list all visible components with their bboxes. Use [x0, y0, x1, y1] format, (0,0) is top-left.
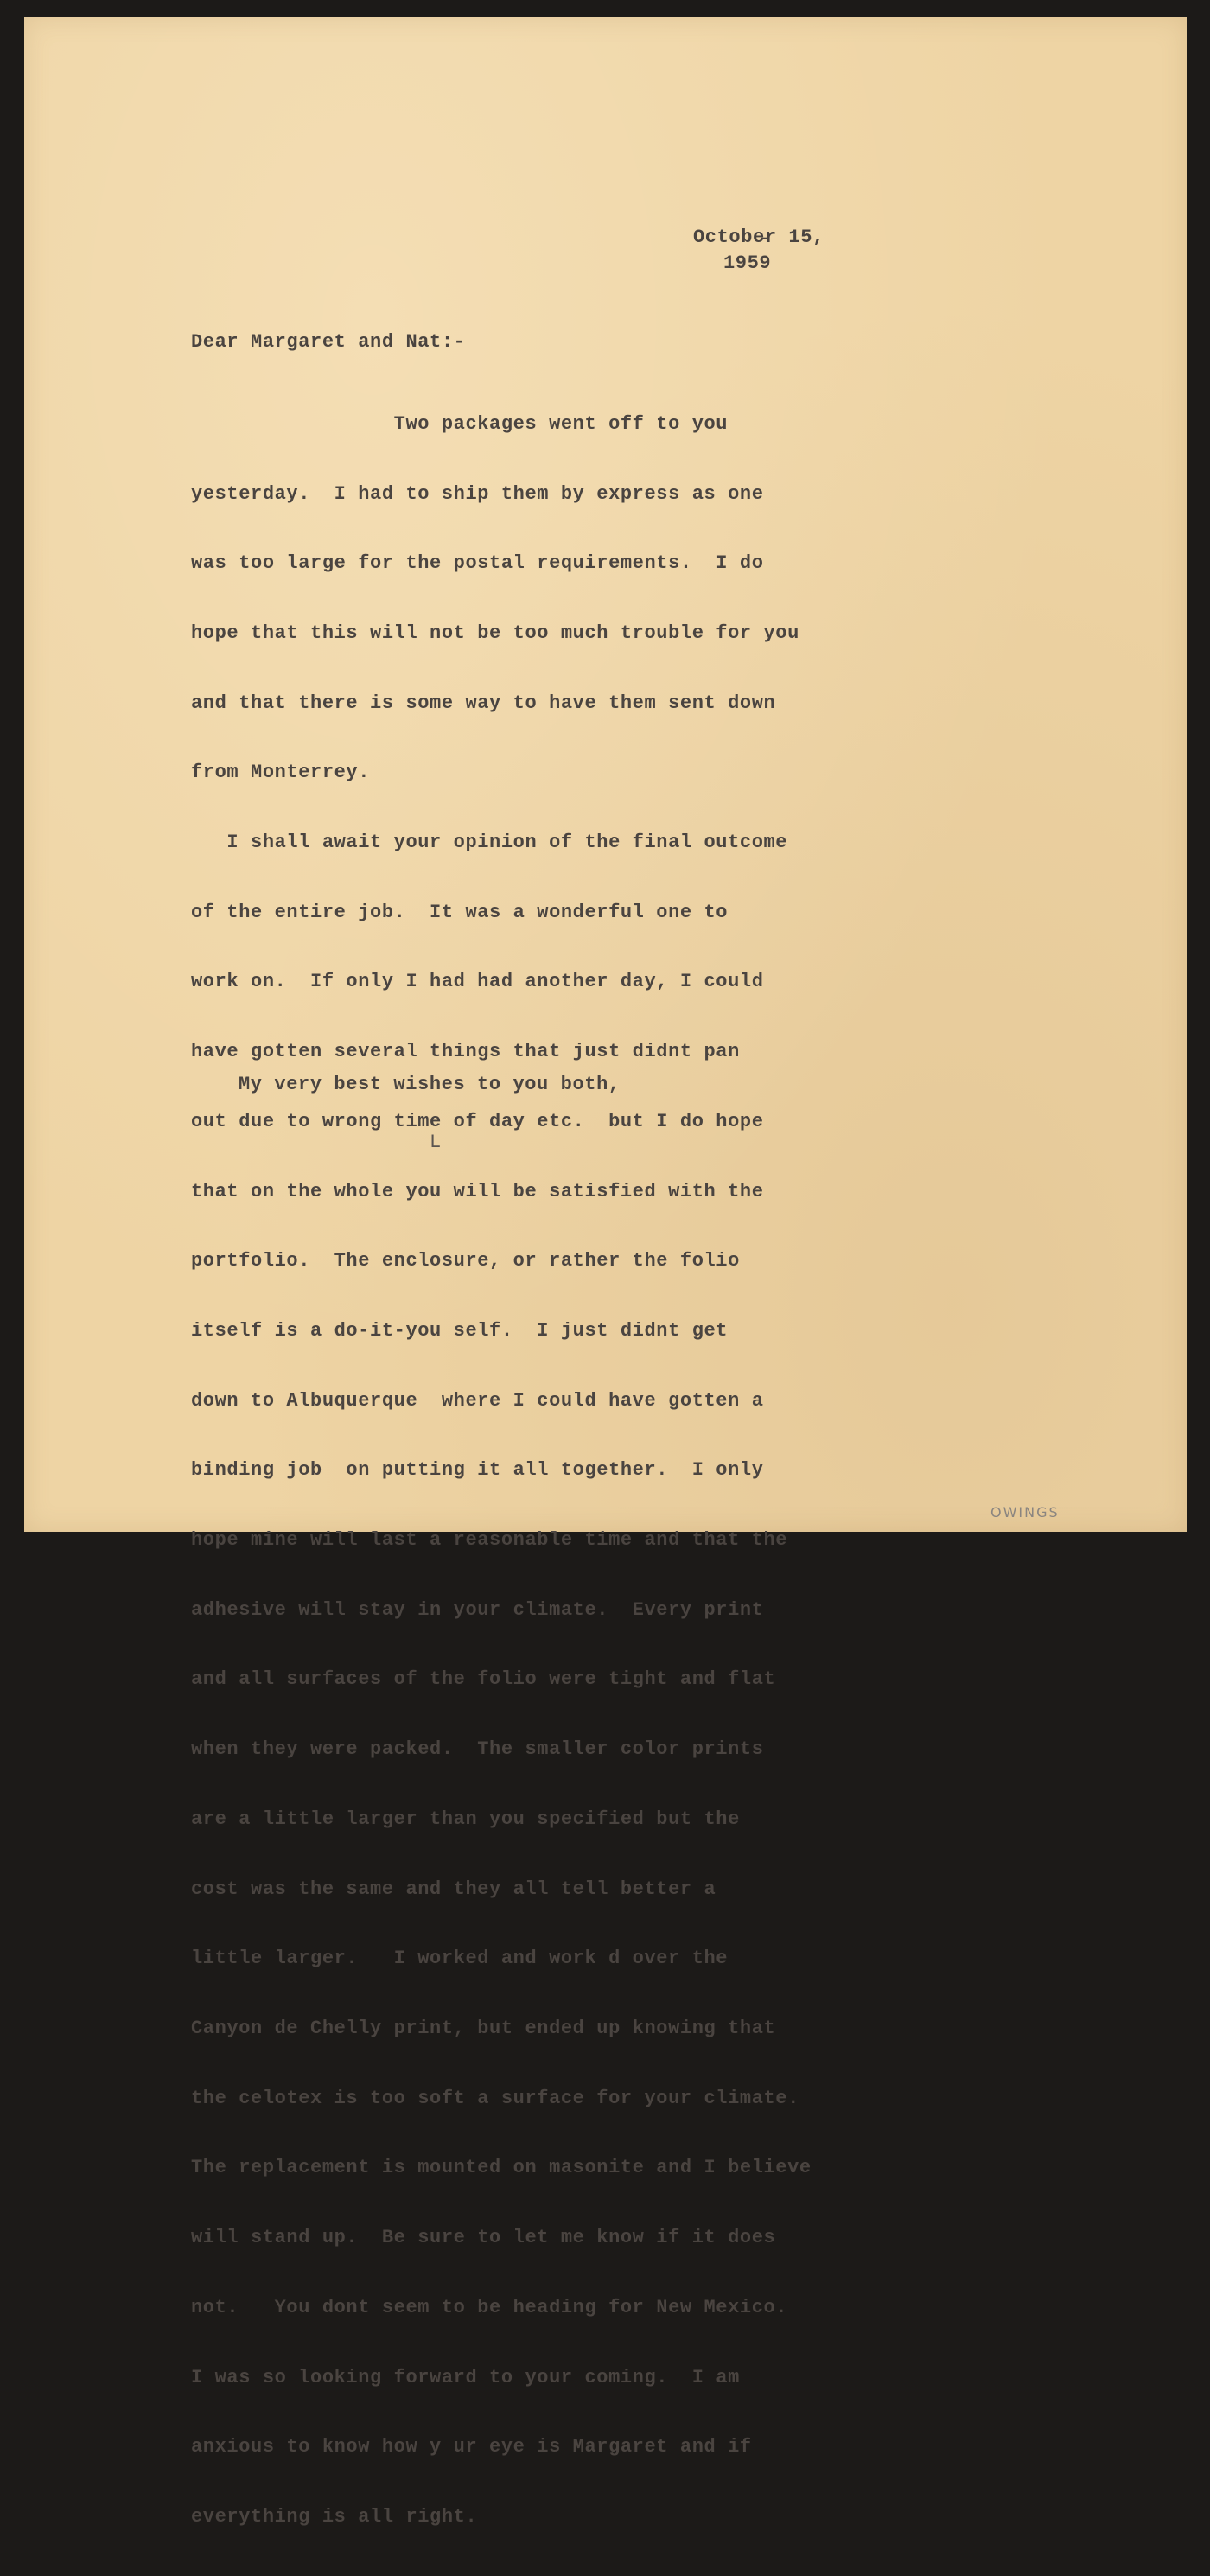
- signature-initial: L: [430, 1132, 442, 1153]
- body-line: portfolio. The enclosure, or rather the folio: [191, 1250, 740, 1272]
- body-line: the celotex is too soft a surface for your climate.: [191, 2087, 799, 2109]
- body-line: yesterday. I had to ship them by express as one: [191, 482, 764, 505]
- letter-date-month: Octobe̵r 15,: [693, 226, 825, 248]
- body-line: I was so looking forward to your coming. I am: [191, 2366, 740, 2388]
- body-line: and that there is some way to have them sent down: [191, 692, 776, 714]
- body-line: itself is a do-it-you self. I just didnt get: [191, 1319, 729, 1342]
- body-line: The replacement is mounted on masonite and I believe: [191, 2157, 812, 2179]
- body-line: hope mine will last a reasonable time and that the: [191, 1529, 788, 1552]
- body-line: anxious to know how y ur eye is Margaret and if: [191, 2436, 752, 2458]
- body-line: out due to wrong time of day etc. but I do hope: [191, 1110, 764, 1132]
- body-line: Canyon de Chelly print, but ended up knowing that: [191, 2017, 776, 2039]
- body-line: hope that this will not be too much trouble for you: [191, 622, 799, 644]
- body-line: are a little larger than you specified but the: [191, 1808, 740, 1830]
- body-line: everything is all right.: [191, 2505, 478, 2528]
- body-line: when they were packed. The smaller color prints: [191, 1738, 764, 1761]
- typed-letter: [24, 17, 1187, 2528]
- salutation: Dear Margaret and Nat:-: [191, 331, 466, 353]
- body-line: adhesive will stay in your climate. Every print: [191, 1598, 764, 1621]
- closing: My very best wishes to you both,: [239, 1074, 621, 1095]
- letter-sheet: [24, 17, 1187, 2528]
- body-line: Two packages went off to you: [191, 412, 729, 435]
- body-line: of the entire job. It was a wonderful one to: [191, 901, 729, 923]
- body-line: have gotten several things that just didnt pan: [191, 1041, 740, 1063]
- letter-body: [191, 367, 952, 2576]
- archive-stamp: OWINGS: [990, 1504, 1060, 1521]
- body-line: was too large for the postal requirements. I do: [191, 552, 764, 575]
- body-line: that on the whole you will be satisfied with the: [191, 1180, 764, 1202]
- body-line: I shall await your opinion of the final outcome: [191, 832, 788, 854]
- body-line: and all surfaces of the folio were tight and flat: [191, 1668, 776, 1691]
- body-line: binding job on putting it all together. I only: [191, 1459, 764, 1482]
- body-line: not. You dont seem to be heading for New Mexico.: [191, 2296, 788, 2318]
- body-line: from Monterrey.: [191, 762, 371, 784]
- body-line: will stand up. Be sure to let me know if it does: [191, 2227, 776, 2249]
- body-line: work on. If only I had had another day, I could: [191, 971, 764, 993]
- body-line: cost was the same and they all tell better a: [191, 1878, 716, 1900]
- body-line: down to Albuquerque where I could have gotten a: [191, 1389, 764, 1412]
- body-line: little larger. I worked and work d over the: [191, 1948, 729, 1970]
- letter-date-year: 1959: [723, 252, 772, 274]
